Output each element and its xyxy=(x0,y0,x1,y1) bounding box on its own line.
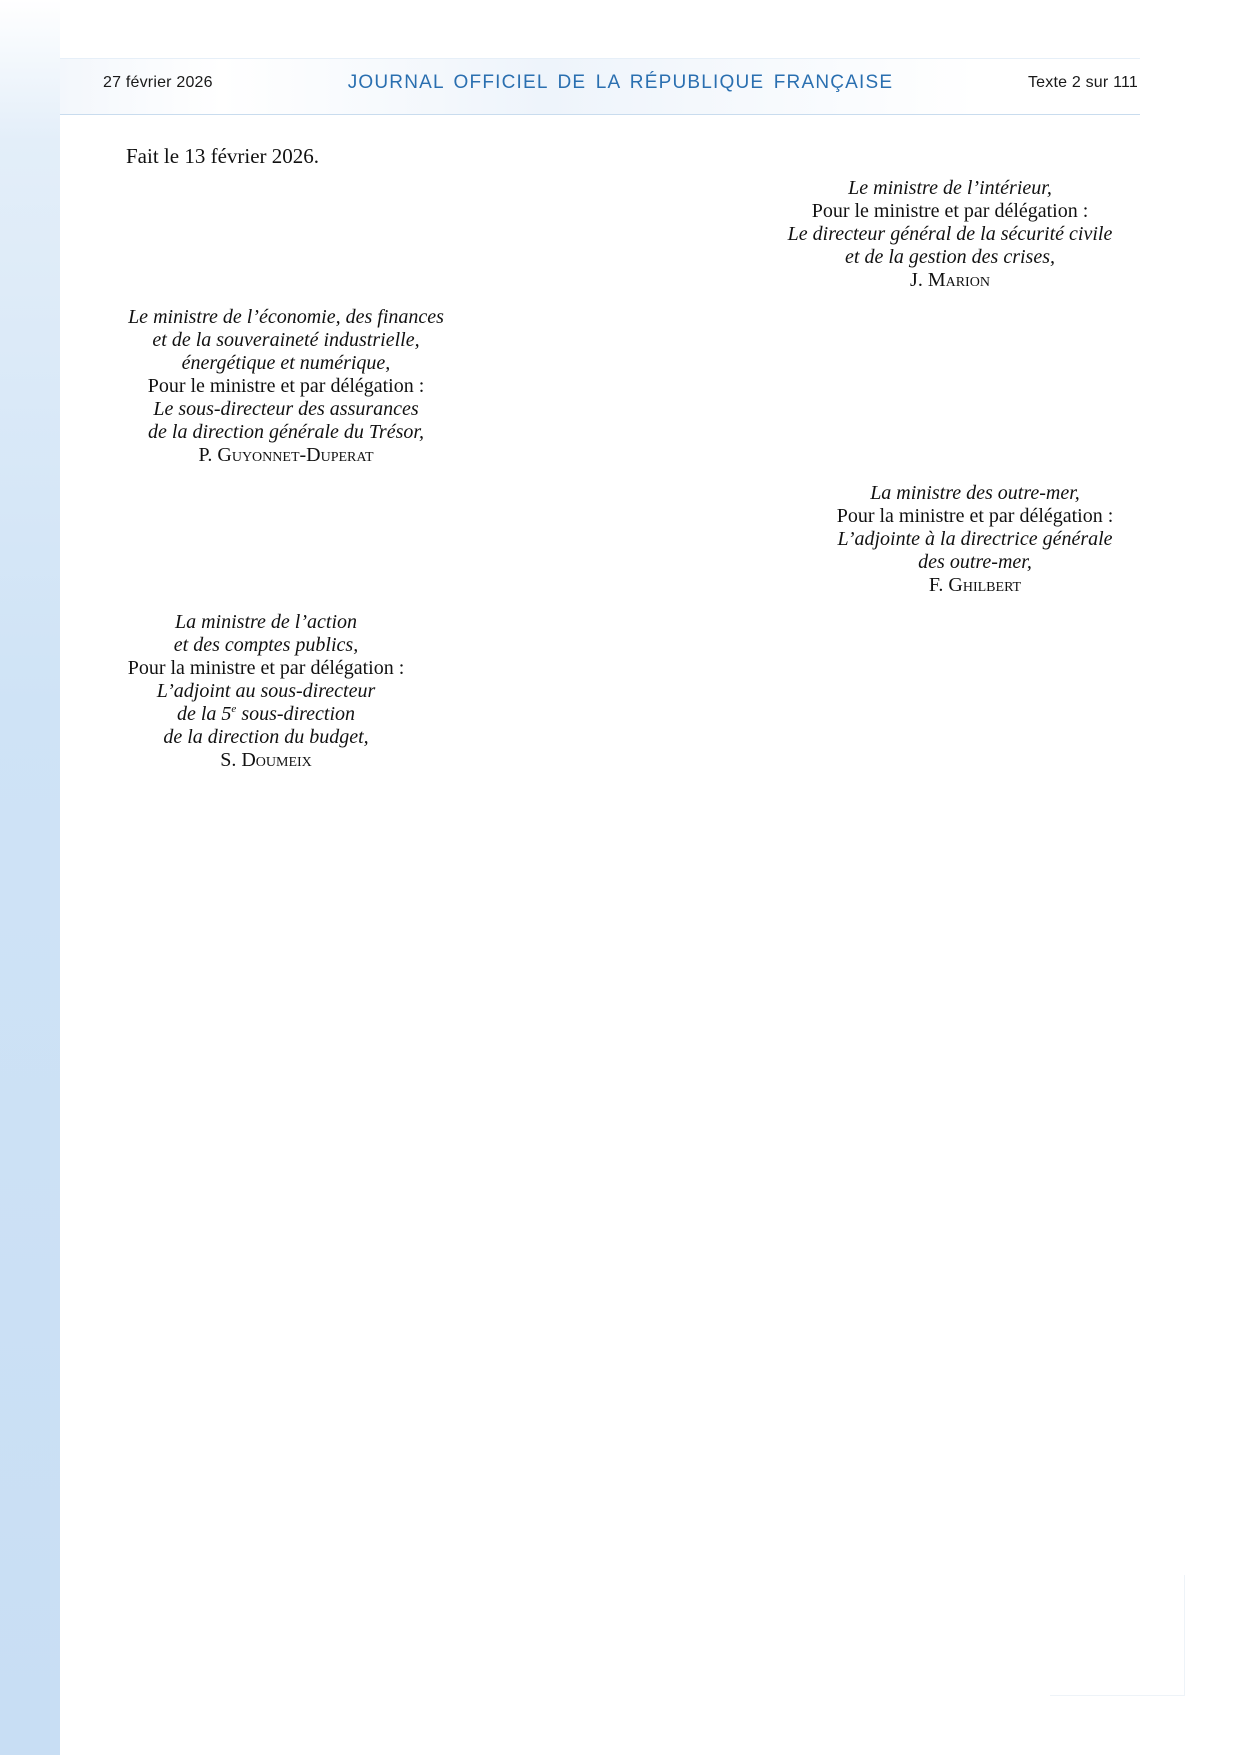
delegation-line: Pour le ministre et par délégation : xyxy=(147,375,425,397)
signatory-surname: Ghilbert xyxy=(948,574,1022,596)
signatory-initial: S. xyxy=(220,749,237,771)
signatory-title: La ministre de l’action xyxy=(174,611,358,633)
signatory-function: L’adjointe à la directrice générale xyxy=(837,528,1113,550)
signatory-initial: P. xyxy=(198,444,213,466)
signatory-surname: Guyonnet-Duperat xyxy=(217,444,374,466)
signature-block-outremer xyxy=(810,482,1140,597)
signatory-name xyxy=(760,269,1140,292)
signatory-title: La ministre des outre-mer, xyxy=(870,482,1080,504)
signatory-function: Le sous-directeur des assurances xyxy=(153,398,419,420)
signatory-function xyxy=(96,703,436,726)
delegation-line: Pour le ministre et par délégation : xyxy=(811,200,1089,222)
signatory-surname: Marion xyxy=(927,269,990,291)
signatory-function: L’adjoint au sous-directeur xyxy=(156,680,376,702)
ordinal-superscript: e xyxy=(231,703,237,715)
signatory-title: et des comptes publics, xyxy=(173,634,359,656)
signatory-initial: F. xyxy=(928,574,944,596)
signatory-title: et de la souveraineté industrielle, xyxy=(152,329,420,351)
signatory-function: Le directeur général de la sécurité civile xyxy=(787,223,1113,245)
fait-le-date: Fait le 13 février 2026. xyxy=(126,144,320,168)
subdirection-suffix: sous-direction xyxy=(236,703,356,725)
subdirection-prefix: de la 5 xyxy=(176,703,232,725)
signatory-title: énergétique et numérique, xyxy=(181,352,391,374)
signature-block-interieur xyxy=(760,177,1140,292)
signatory-name xyxy=(96,444,476,467)
delegation-line: Pour la ministre et par délégation : xyxy=(836,505,1114,527)
signatory-name xyxy=(96,749,436,772)
signatory-title: Le ministre de l’économie, des finances xyxy=(128,306,444,328)
journal-title: JOURNAL OFFICIEL DE LA RÉPUBLIQUE FRANÇAISE xyxy=(347,72,894,93)
signatory-name xyxy=(810,574,1140,597)
page-margin-band xyxy=(0,0,60,1755)
signatory-function: des outre-mer, xyxy=(918,551,1032,573)
signatory-surname: Doumeix xyxy=(241,749,312,771)
header-page-info: Texte 2 sur 111 xyxy=(1027,74,1138,91)
signatory-title: Le ministre de l’intérieur, xyxy=(848,177,1052,199)
signature-block-action xyxy=(96,611,436,772)
signatory-function: de la direction du budget, xyxy=(163,726,369,748)
page-corner-mark xyxy=(1050,1575,1185,1696)
signatory-initial: J. xyxy=(910,269,923,291)
signature-block-economie xyxy=(96,306,476,467)
signatory-function: et de la gestion des crises, xyxy=(845,246,1055,268)
header-date: 27 février 2026 xyxy=(103,74,213,91)
delegation-line: Pour la ministre et par délégation : xyxy=(127,657,405,679)
signatory-function: de la direction générale du Trésor, xyxy=(148,421,424,443)
